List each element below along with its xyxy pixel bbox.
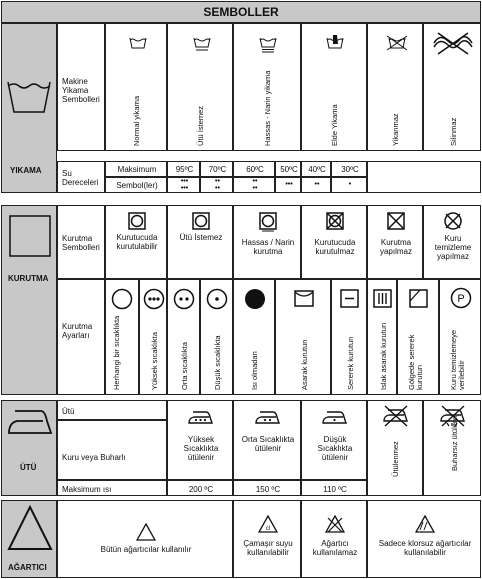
bleach-no-label: Ağartıcı kullanılamaz bbox=[312, 539, 358, 557]
dry-set-10 bbox=[439, 279, 481, 395]
dry-settings-label: Kurutma Ayarları bbox=[62, 322, 93, 340]
dots-50 bbox=[275, 177, 301, 193]
dry-item-5 bbox=[367, 205, 423, 279]
temp-max-label-cell bbox=[105, 161, 167, 177]
temp-110: 110 ºC bbox=[323, 485, 347, 494]
no-wash-icon bbox=[386, 35, 408, 51]
wash-label-nowipe: Silinmaz bbox=[449, 117, 458, 146]
bleach-no-cell bbox=[301, 500, 367, 578]
dry-set-3 bbox=[167, 279, 200, 395]
any-heat-icon bbox=[111, 288, 133, 310]
iron-high-icon bbox=[188, 410, 214, 424]
dry-item-1 bbox=[105, 205, 167, 279]
dry-set-5-label: Isı olmadan bbox=[250, 351, 259, 390]
agartici-section bbox=[1, 500, 57, 578]
dry-item-1-label: Kurutucuda kurutulabilir bbox=[116, 233, 158, 251]
tumble-dry-icon bbox=[128, 212, 146, 230]
no-bleach-icon bbox=[325, 515, 345, 533]
temp-30 bbox=[331, 161, 367, 177]
iron-medium-label: Orta Sıcaklıkta ütülenir bbox=[241, 435, 295, 453]
kurutma-section bbox=[1, 205, 57, 395]
temp-40-text: 40ºC bbox=[308, 165, 326, 174]
chart-title: SEMBOLLER bbox=[1, 1, 481, 23]
yikama-symbols-label-cell bbox=[57, 23, 105, 151]
no-tumble-dry-icon bbox=[326, 212, 344, 230]
temp-70 bbox=[200, 161, 233, 177]
iron-low bbox=[301, 400, 367, 480]
steam-label: Kuru veya Buharlı bbox=[62, 453, 126, 462]
drip-dry-icon bbox=[373, 289, 392, 308]
dry-set-1 bbox=[105, 279, 139, 395]
wash-label-hand: Elde Yikama bbox=[330, 104, 339, 146]
bleach-all-cell bbox=[57, 500, 233, 578]
dry-set-2-label: Yüksek sıcaklıkta bbox=[150, 332, 159, 390]
wash-label-delicate: Hassas - Narin yikama bbox=[263, 70, 272, 146]
dry-item-2 bbox=[167, 205, 233, 279]
delicate-wash-icon bbox=[259, 37, 277, 53]
line-dry-icon bbox=[294, 290, 314, 307]
no-steam-label: Buharsız ütülenir bbox=[450, 414, 459, 471]
wash-tub-icon bbox=[6, 76, 52, 116]
dry-symbols-label-cell bbox=[57, 205, 105, 279]
temp-95 bbox=[167, 161, 200, 177]
temp-200-cell bbox=[167, 480, 233, 496]
no-steam bbox=[423, 400, 481, 496]
dots-30-text: • bbox=[348, 181, 352, 188]
iron-high bbox=[167, 400, 233, 480]
temp-60-text: 60ºC bbox=[246, 165, 264, 174]
dots-70-text: •• •• bbox=[215, 178, 220, 192]
yikama-section bbox=[1, 23, 57, 193]
dry-set-8-label: Islak asarak kurutun bbox=[379, 322, 388, 390]
bleach-all-label: Bütün ağartıcılar kullanılır bbox=[100, 545, 192, 554]
wash-label-normal: Normal yikama bbox=[132, 95, 141, 146]
no-iron bbox=[367, 400, 423, 496]
dry-item-4-label: Kurutucuda kurutulmaz bbox=[314, 238, 356, 256]
shade-flat-dry-icon bbox=[409, 289, 428, 308]
no-wring-icon bbox=[432, 31, 474, 55]
iron-medium-icon bbox=[255, 410, 281, 424]
hand-wash-icon bbox=[326, 34, 344, 50]
temp-150-cell bbox=[233, 480, 301, 496]
temp-50 bbox=[275, 161, 301, 177]
temp-label-cell bbox=[57, 161, 105, 193]
no-heat-icon bbox=[244, 288, 266, 310]
iron-medium bbox=[233, 400, 301, 480]
dry-item-5-label: Kurutma yapılmaz bbox=[379, 238, 412, 256]
normal-wash-icon bbox=[129, 37, 147, 49]
dry-symbols-label: Kurutma Sembolleri bbox=[62, 234, 100, 252]
dry-item-6-label: Kuru temizleme yapılmaz bbox=[434, 234, 472, 261]
high-heat-icon bbox=[143, 288, 165, 310]
medium-heat-icon bbox=[173, 288, 195, 310]
wash-col-hand bbox=[301, 23, 367, 151]
bleach-laundry-label: Çamaşır suyu kullanılabilir bbox=[243, 539, 293, 557]
iron-low-label: Düşük Sıcaklıkta ütülenir bbox=[317, 435, 353, 462]
dry-set-9 bbox=[397, 279, 439, 395]
iron-high-label: Yüksek Sıcaklıkta ütülenir bbox=[183, 435, 219, 462]
temp-60 bbox=[233, 161, 275, 177]
dots-30 bbox=[331, 177, 367, 193]
dots-50-text: ••• bbox=[285, 181, 293, 188]
wash-label-no: Yikanmaz bbox=[391, 113, 400, 146]
dry-set-6-label: Asarak kurutun bbox=[300, 339, 309, 390]
wash-col-1 bbox=[167, 23, 233, 151]
dots-40 bbox=[301, 177, 331, 193]
dry-set-7 bbox=[331, 279, 367, 395]
dots-60-text: •• •• bbox=[252, 178, 258, 192]
no-iron-label: Ütülenmez bbox=[391, 441, 400, 477]
temp-150: 150 ºC bbox=[255, 485, 281, 494]
utu-label-cell bbox=[57, 400, 167, 420]
temp-symbol-label-cell bbox=[105, 177, 167, 193]
utu-section bbox=[1, 400, 57, 496]
non-chlorine-bleach-icon bbox=[415, 515, 435, 533]
dry-square-icon bbox=[8, 214, 52, 258]
dry-set-2 bbox=[139, 279, 167, 395]
dry-set-4-label: Düşük sıcaklıkta bbox=[213, 335, 222, 390]
dry-set-9-label: Gölgede sererek kurutun bbox=[407, 334, 424, 390]
dry-set-4 bbox=[200, 279, 233, 395]
temp-70-text: 70ºC bbox=[208, 165, 227, 174]
dry-settings-label-cell bbox=[57, 279, 105, 395]
dry-item-3 bbox=[233, 205, 301, 279]
wash-col-normal bbox=[105, 23, 167, 151]
dry-item-2-label: Ütü İstemez bbox=[179, 233, 223, 242]
dry-item-6 bbox=[423, 205, 481, 279]
yikama-label: YIKAMA bbox=[10, 166, 42, 175]
bleach-laundry-cell bbox=[233, 500, 301, 578]
dry-set-1-label: Herhangi bir sıcaklıkta bbox=[112, 315, 121, 390]
temp-95-text: 95ºC bbox=[175, 165, 194, 174]
dry-set-6 bbox=[275, 279, 331, 395]
dots-95 bbox=[167, 177, 200, 193]
wash-bar-icon bbox=[193, 37, 211, 51]
bleach-triangle-icon bbox=[7, 505, 53, 551]
no-dry-clean-icon bbox=[443, 211, 463, 231]
bleach-chlorine-free-cell bbox=[367, 500, 481, 578]
temp-30-text: 30ºC bbox=[341, 165, 359, 174]
wash-col-no bbox=[367, 23, 423, 151]
temp-empty bbox=[367, 161, 481, 193]
dry-set-10-label: Kuru temizlemeye verilebilir bbox=[449, 329, 466, 390]
bleach-any-icon bbox=[136, 523, 156, 541]
dry-set-3-label: Orta sıcaklıkta bbox=[180, 342, 189, 390]
dots-40-text: •• bbox=[314, 181, 320, 188]
wash-col-nowipe bbox=[423, 23, 481, 151]
flat-dry-icon bbox=[340, 289, 359, 308]
wash-label-1: Ütü İstemez bbox=[196, 105, 205, 146]
temp-50-text: 50ºC bbox=[280, 165, 298, 174]
agartici-label: AĞARTICI bbox=[8, 563, 47, 572]
dry-set-5 bbox=[233, 279, 275, 395]
dots-70 bbox=[200, 177, 233, 193]
iron-icon bbox=[7, 407, 53, 435]
bleach-cl-icon bbox=[258, 515, 278, 533]
dry-set-8 bbox=[367, 279, 397, 395]
tumble-dry-delicate-icon bbox=[259, 212, 277, 232]
svg-text:P: P bbox=[457, 293, 465, 305]
dry-set-7-label: Sererek kurutun bbox=[346, 336, 355, 390]
utu-row-label: Ütü bbox=[62, 407, 75, 416]
utu-label: ÜTÜ bbox=[20, 463, 37, 472]
bleach-chlorine-free-label: Sadece klorsuz ağartıcılar kullanılabilir bbox=[378, 539, 472, 557]
no-dry-icon bbox=[387, 212, 405, 230]
no-iron-icon bbox=[383, 405, 409, 427]
temp-40 bbox=[301, 161, 331, 177]
low-heat-icon bbox=[206, 288, 228, 310]
temp-label: Su Dereceleri bbox=[62, 169, 99, 187]
temp-200: 200 ºC bbox=[188, 485, 214, 494]
max-heat-label-cell bbox=[57, 480, 167, 496]
temp-110-cell bbox=[301, 480, 367, 496]
dry-item-3-label: Hassas / Narin kurutma bbox=[241, 238, 295, 256]
tumble-dry-low-icon bbox=[192, 212, 210, 230]
dots-60 bbox=[233, 177, 275, 193]
dry-clean-p-icon bbox=[450, 287, 472, 309]
temp-symbol-label: Sembol(ler) bbox=[116, 181, 158, 190]
wash-col-delicate bbox=[233, 23, 301, 151]
dots-95-text: ••• ••• bbox=[180, 178, 189, 192]
temp-max-label: Maksimum bbox=[117, 165, 157, 174]
iron-low-icon bbox=[322, 410, 348, 424]
kurutma-label: KURUTMA bbox=[8, 274, 49, 283]
svg-text:cl: cl bbox=[265, 526, 271, 532]
dry-item-4 bbox=[301, 205, 367, 279]
steam-label-cell bbox=[57, 420, 167, 480]
max-heat-label: Maksimum ısı bbox=[62, 485, 112, 494]
yikama-symbols-label: Makine Yikama Sembolleri bbox=[62, 77, 100, 104]
